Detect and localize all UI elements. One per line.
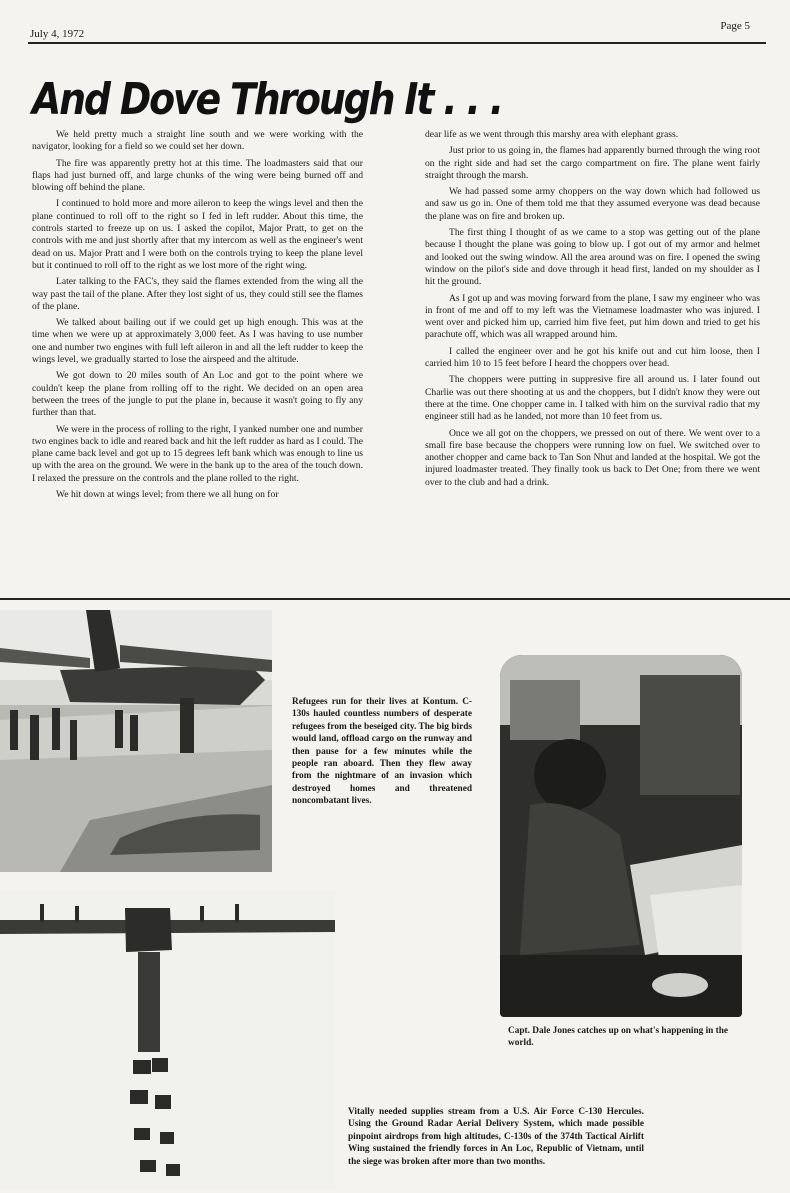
article-paragraph: We hit down at wings level; from there we all hung on for [56, 489, 279, 501]
photo-c130-airdrop [0, 890, 335, 1190]
article-paragraph: I continued to hold more and more aileron to keep the wings level and then the plane continued to roll off to the right so I fed in left rudder. About this time, the controls started to freeze up on us. I asked the copilot, Major Pratt, to get on the controls with me and just shortly after that my intercom as well as the engineer's went dead on us. Major Pratt and I were both on the controls trying to keep the plane level but it continued to roll off to the right as we lost more of the right wing. [32, 198, 363, 271]
page-number: Page 5 [720, 20, 750, 32]
article-paragraph: I called the engineer over and he got his knife out and cut him loose, then I carried him 10 to 15 feet before I heard the choppers over head. [425, 345, 760, 370]
photo-capt-dale-jones [500, 655, 742, 1017]
article-paragraph: We got down to 20 miles south of An Loc and got to the point where we couldn't keep the plane from rolling off to the right. We decided on an open area between the trees of the jungle to put the plane in, because it wasn't going to fly any further than that. [32, 370, 363, 419]
article-paragraph: Later talking to the FAC's, they said the flames extended from the wing all the way past the tail of the plane. After they lost sight of us, they could still see the flames of the plane. [32, 276, 363, 312]
article-paragraph: We talked about bailing out if we could get up high enough. This was at the time when we were up at approximately 3,000 feet. As I was having to use number one and number two engines with full left aileron in and all the left rudder to keep the wings level, we gradually started to lose the airspeed and the altitude. [32, 317, 363, 366]
article-paragraph: The choppers were putting in suppresive fire all around us. I later found out Charlie was out there shooting at us and the choppers, but I didn't know they were out there at the time. One chopper came in. I talked with him on the survival radio that my engineer still had as he landed, not more than 10 feet from us. [425, 374, 760, 423]
article-paragraph: The first thing I thought of as we came to a stop was getting out of the plane because I thought the plane was going to blow up. I got out of my armor and helmet and looked out the swing window. All the area around was on fire. I opened the swing window on the pilot's side and dove through it head first, landed on my shoulder as I hit the ground. [425, 227, 760, 288]
section-divider [0, 598, 790, 600]
article-paragraph: We were in the process of rolling to the right, I yanked number one and number two engines back to idle and reared back and hit the left rudder as hard as I could. The plane came back level and got up to 15 degrees left bank which was enough to line us up with the area on the ground. We were in the bank up to the area of the touch down. I relaxed the pressure on the controls and the plane rolled to the right. [32, 423, 363, 484]
caption-refugees: Refugees run for their lives at Kontum. C-130s hauled countless numbers of desperate refugees from the beseiged city. The big birds would land, offload cargo on the runway and then pause for a few minutes while the people ran aboard. Then they flew away from the nightmare of an invasion which destroyed homes and threatened noncombatant lives. [292, 697, 472, 807]
article-column-right [425, 129, 760, 493]
caption-dale-jones: Capt. Dale Jones catches up on what's happening in the world. [508, 1026, 729, 1049]
caption-airdrop: Vitally needed supplies stream from a U.S. Air Force C-130 Hercules. Using the Ground Radar Aerial Delivery System, which made possible pinpoint airdrops from high altitudes, C-130s of the 374th Tactical Airlift Wing sustained the friendly forces in An Loc, Republic of Vietnam, until the siege was broken after more than two months. [348, 1107, 644, 1167]
article-column-left [32, 129, 363, 505]
article-paragraph: We had passed some army choppers on the way down which had followed us and saw us go in. One of them told me that they assumed everyone was dead because the plane was on fire and broken up. [425, 186, 760, 222]
article-paragraph: We held pretty much a straight line south and we were working with the navigator, looking for a field so we could set her down. [32, 129, 363, 153]
article-paragraph: Once we all got on the choppers, we pressed on out of there. We went over to a small fire base because the choppers were running low on fuel. We switched over to another chopper and came back to Tan Son Nhut and landed at the hospital. We got the injured loadmaster treated. They finally took us back to Det One; from there we went over to the club and had a drink. [425, 427, 760, 488]
article-paragraph: As I got up and was moving forward from the plane, I saw my engineer who was in front of me and off to my left was the Vietnamese loadmaster who was injured. I went over and picked him up, carried him five feet, put him down and tried to get his parachute off, which was all wrapped around him. [425, 292, 760, 341]
article-paragraph: dear life as we went through this marshy area with elephant grass. [425, 129, 679, 140]
photo-refugees-kontum [0, 610, 272, 872]
page-date: July 4, 1972 [30, 28, 85, 40]
article-paragraph: Just prior to us going in, the flames had apparently burned through the wing root on the right side and had set the cargo compartment on fire. The plane went fairly straight through the marsh. [425, 145, 760, 181]
article-paragraph: The fire was apparently pretty hot at this time. The loadmasters said that our flaps had just burned off, and large chunks of the wing were being burned off and blowing off behind the plane. [32, 157, 363, 194]
headline: And Dove Through It . . . [32, 74, 503, 125]
header-rule [28, 42, 766, 44]
